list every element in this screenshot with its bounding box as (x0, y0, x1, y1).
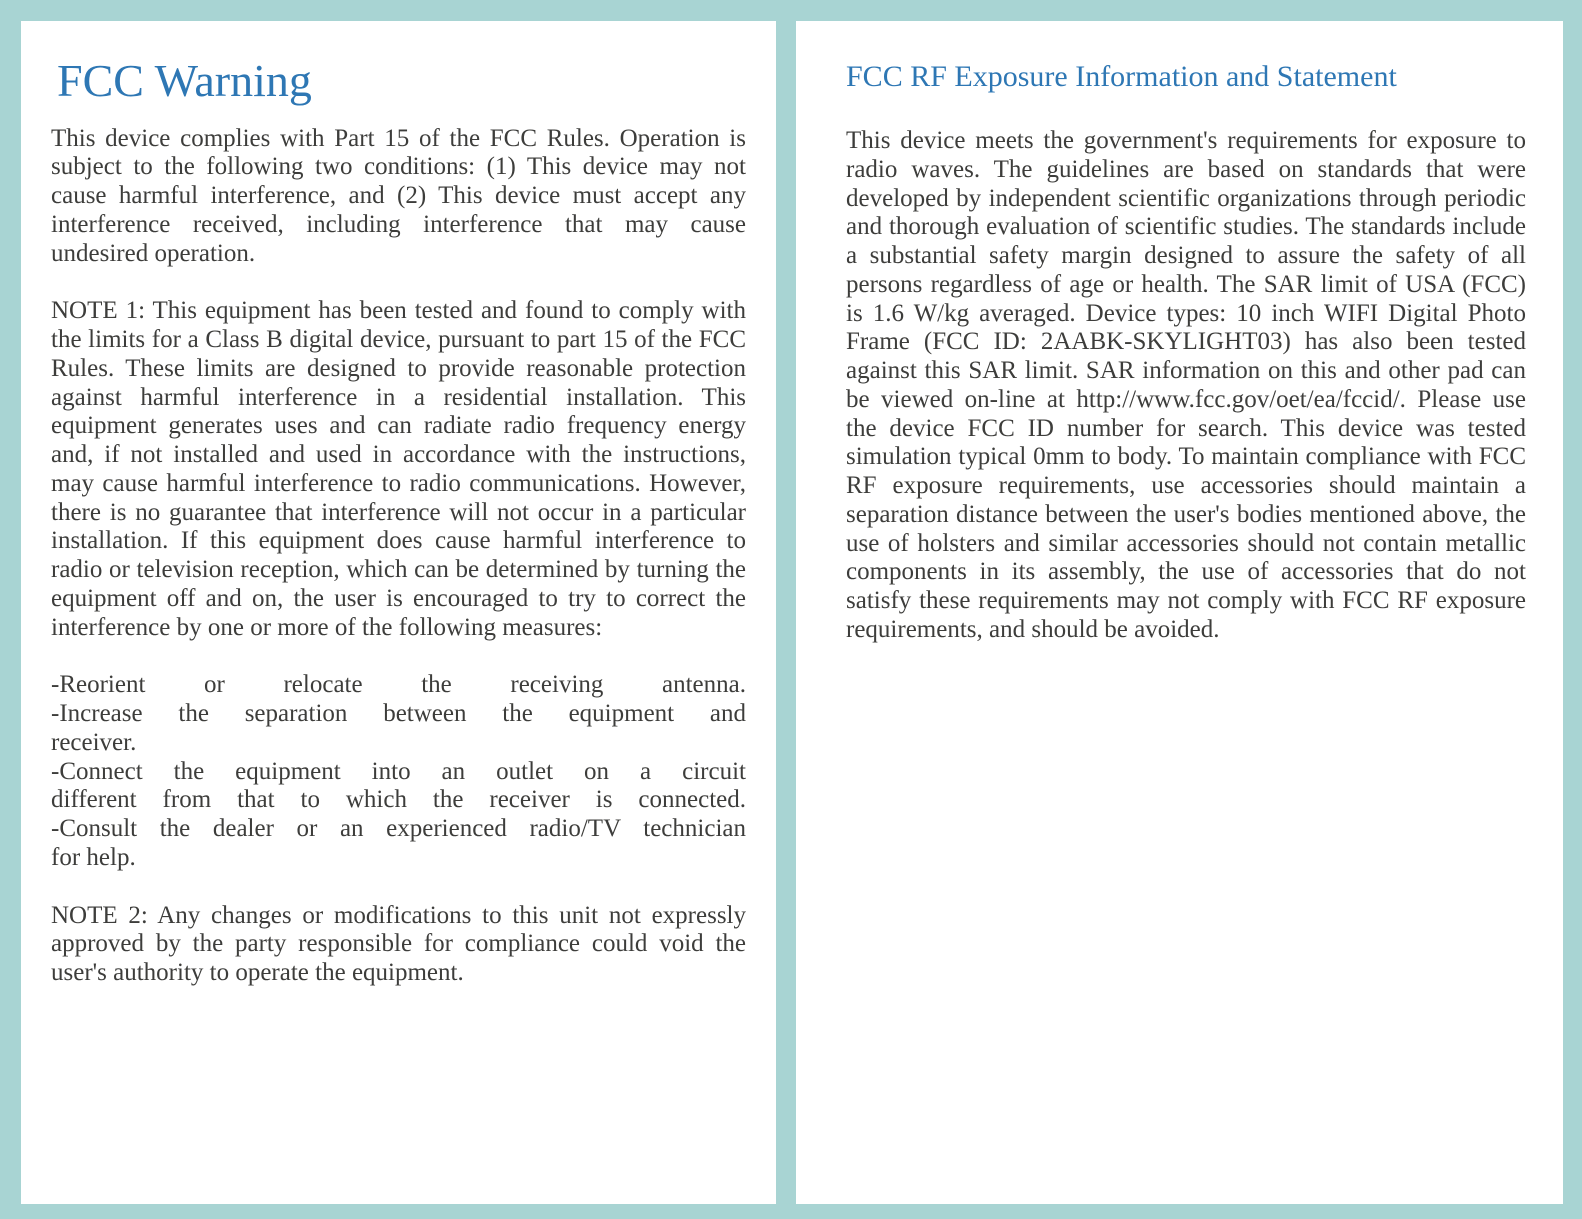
page-fcc-warning (21, 21, 776, 1204)
rf-exposure-title: FCC RF Exposure Information and Statement (846, 60, 1397, 93)
fcc-warning-intro-paragraph: This device complies with Part 15 of the FCC Rules. Operation is subject to the following two conditions: (1) This device may not cause harmful interference, and (2) This device must accept any interference received, including interference that may cause undesired operation. (51, 124, 746, 267)
note-1-paragraph: NOTE 1: This equipment has been tested and found to comply with the limits for a Class B digital device, pursuant to part 15 of the FCC Rules. These limits are designed to provide reasonable protection against harmful interference in a residential installation. This equipment generates uses and can radiate radio frequency energy and, if not installed and used in accordance with the instructions, may cause harmful interference to radio communications. However, there is no guarantee that interference will not occur in a particular installation. If this equipment does cause harmful interference to radio or television reception, which can be determined by turning the equipment off and on, the user is encouraged to try to correct the interference by one or more of the following measures: (51, 297, 746, 641)
note-2-paragraph: NOTE 2: Any changes or modifications to this unit not expressly approved by the party responsible for compliance could void the user's authority to operate the equipment. (51, 901, 746, 987)
page-rf-exposure (796, 21, 1563, 1204)
measure-line: different from that to which the receiver is connected. (51, 786, 746, 814)
measure-line: for help. (51, 843, 136, 871)
fcc-warning-title: FCC Warning (57, 55, 312, 106)
measure-line: -Consult the dealer or an experienced radio/TV technician (51, 815, 746, 843)
measure-line: receiver. (51, 728, 137, 756)
corrective-measures-list (51, 671, 746, 872)
measure-line: -Reorient or relocate the receiving antenna. (51, 671, 746, 699)
measure-line: -Increase the separation between the equipment and (51, 700, 746, 728)
rf-exposure-body-paragraph: This device meets the government's requirements for exposure to radio waves. The guidelines are based on standards that were developed by independent scientific organizations through periodic and thorough evaluation of scientific studies. The standards include a substantial safety margin designed to assure the safety of all persons regardless of age or health. The SAR limit of USA (FCC) is 1.6 W/kg averaged. Device types: 10 inch WIFI Digital Photo Frame (FCC ID: 2AABK-SKYLIGHT03) has also been tested against this SAR limit. SAR information on this and other pad can be viewed on-line at http://www.fcc.gov/oet/ea/fccid/. Please use the device FCC ID number for search. This device was tested simulation typical 0mm to body. To maintain compliance with FCC RF exposure requirements, use accessories should maintain a separation distance between the user's bodies mentioned above, the use of holsters and similar accessories should not contain metallic components in its assembly, the use of accessories that do not satisfy these requirements may not comply with FCC RF exposure requirements, and should be avoided. (846, 127, 1526, 643)
measure-line: -Connect the equipment into an outlet on a circuit (51, 757, 746, 785)
